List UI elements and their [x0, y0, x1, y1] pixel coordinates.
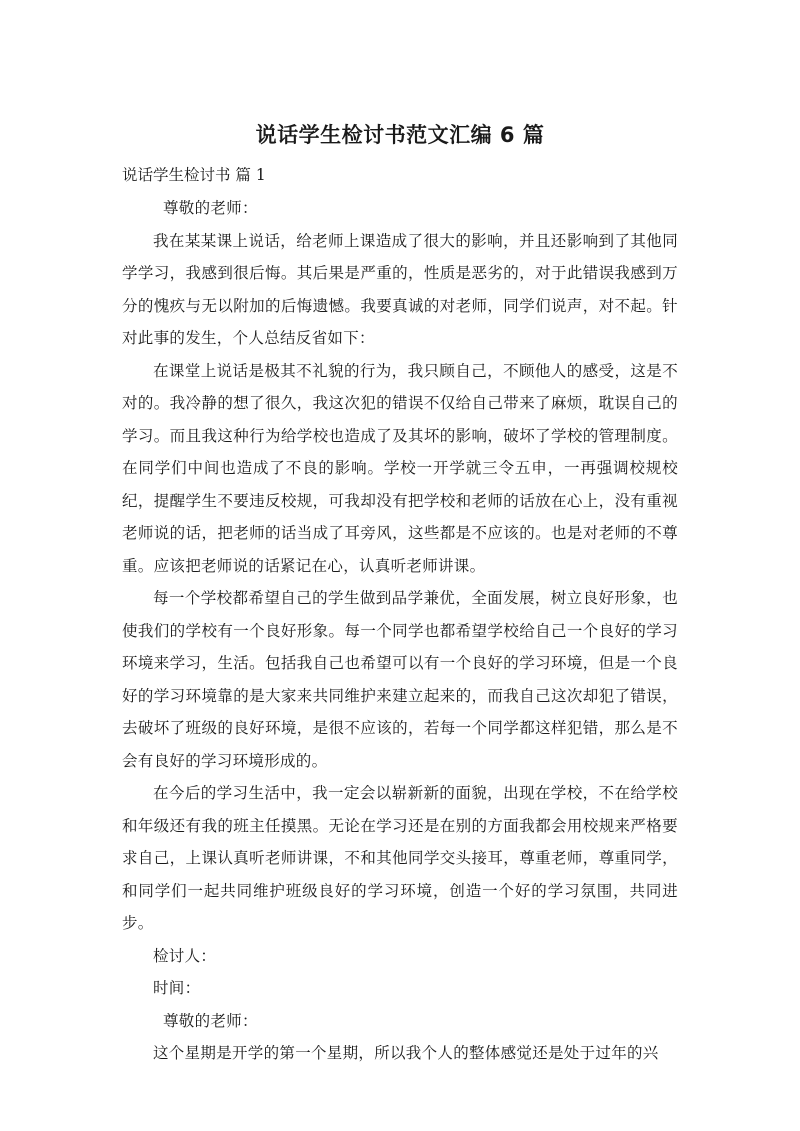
paragraph: 在课堂上说话是极其不礼貌的行为，我只顾自己，不顾他人的感受，这是不对的。我冷静的想了很久，我这次犯的错误不仅给自己带来了麻烦，耽误自己的学习。而且我这种行为给学校也造成了及其坏的影响，破坏了学校的管理制度。在同学们中间也造成了不良的影响。学校一开学就三令五申，一再强调校规校纪，提醒学生不要违反校规，可我却没有把学校和老师的话放在心上，没有重视老师说的话，把老师的话当成了耳旁风，这些都是不应该的。也是对老师的不尊重。应该把老师说的话紧记在心，认真听老师讲课。 [122, 361, 678, 575]
paragraph: 在今后的学习生活中，我一定会以崭新新的面貌，出现在学校，不在给学校和年级还有我的班主任摸黑。无论在学习还是在别的方面我都会用校规来严格要求自己，上课认真听老师讲课，不和其他同学交头接耳，尊重老师，尊重同学，和同学们一起共同维护班级良好的学习环境，创造一个好的学习氛围，共同进步。 [122, 784, 678, 932]
paragraph: 每一个学校都希望自己的学生做到品学兼优，全面发展，树立良好形象，也使我们的学校有一个良好形象。每一个同学也都希望学校给自己一个良好的学习环境来学习，生活。包括我自己也希望可以有一个良好的学习环境，但是一个良好的学习环境靠的是大家来共同维护来建立起来的，而我自己这次却犯了错误，去破坏了班级的良好环境，是很不应该的，若每一个同学都这样犯错，那么是不会有良好的学习环境形成的。 [122, 589, 678, 770]
time-label: 时间： [153, 979, 201, 997]
document-title: 说话学生检讨书范文汇编 6 篇 [255, 123, 545, 147]
signer-label: 检讨人： [153, 946, 217, 965]
paragraph: 我在某某课上说话，给老师上课造成了很大的影响，并且还影响到了其他同学学习，我感到很后悔。其后果是严重的，性质是恶劣的，对于此错误我感到万分的愧疚与无以附加的后悔遗憾。我要真诚的对老师，同学们说声，对不起。针对此事的发生，个人总结反省如下： [122, 231, 678, 347]
section-title: 说话学生检讨书 篇 1 [122, 166, 266, 184]
document-body [122, 192, 678, 1070]
salutation: 尊敬的老师： [163, 199, 258, 217]
paragraph-partial: 这个星期是开学的第一个星期，所以我个人的整体感觉还是处于过年的兴 [153, 1044, 659, 1062]
salutation-second: 尊敬的老师： [163, 1011, 258, 1030]
